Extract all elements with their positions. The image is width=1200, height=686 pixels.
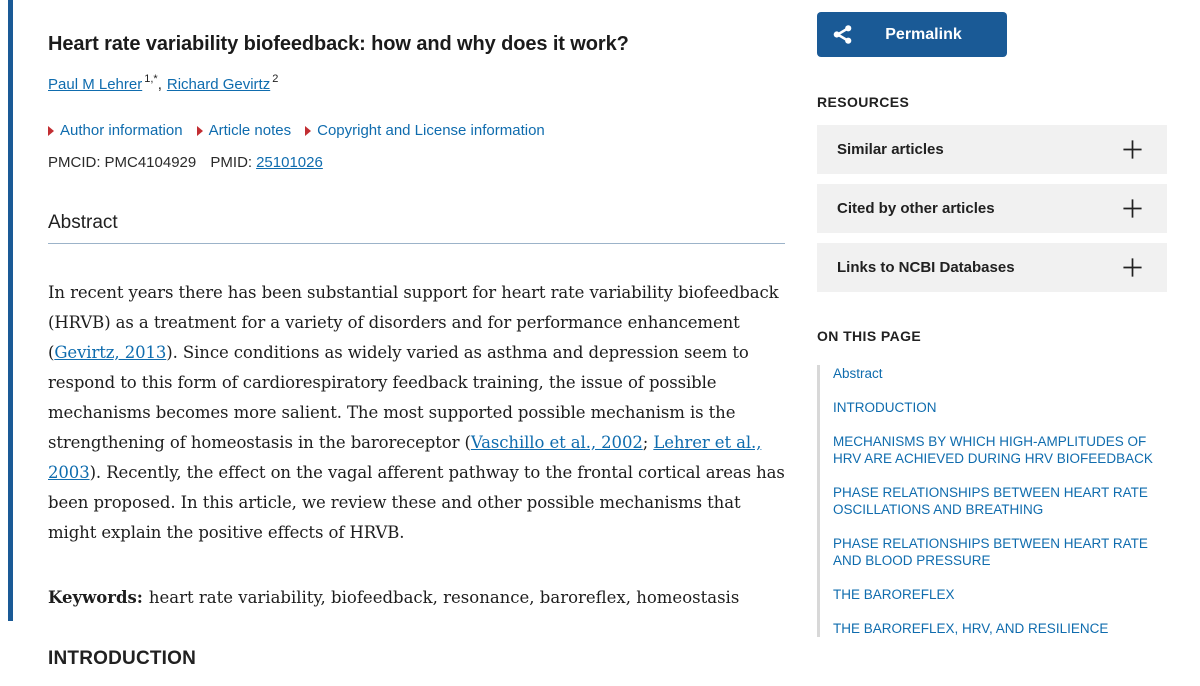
author-information-link[interactable] bbox=[48, 122, 183, 139]
citation-link-vaschillo-2002[interactable]: Vaschillo et al., 2002 bbox=[470, 433, 643, 452]
page-accent-bar bbox=[8, 0, 13, 621]
abstract-heading: Abstract bbox=[48, 212, 785, 244]
author-separator: , bbox=[157, 76, 162, 93]
author-affiliation-sup: 2 bbox=[272, 73, 279, 85]
permalink-button[interactable] bbox=[817, 12, 1007, 57]
abstract-text: ). Recently, the effect on the vagal afferent pathway to the frontal cortical areas has been proposed. In this article, we review these and other possible mechanisms that might explain the positive effects of HRVB. bbox=[48, 463, 785, 542]
on-this-page-toc bbox=[817, 365, 1167, 637]
share-icon bbox=[831, 23, 854, 46]
toc-link-mechanisms[interactable]: MECHANISMS BY WHICH HIGH-AMPLITUDES OF HRV ARE ACHIEVED DURING HRV BIOFEEDBACK bbox=[833, 434, 1153, 466]
toc-link-introduction[interactable]: INTRODUCTION bbox=[833, 400, 937, 415]
author-affiliation-sup: 1,* bbox=[144, 73, 158, 85]
abstract-text: In recent years there has been substantial support for heart rate variability biofeedback (HRVB) as a treatment for a variety of disorders and for performance enhancement ( bbox=[48, 283, 779, 362]
cited-by-accordion[interactable] bbox=[817, 184, 1167, 233]
plus-icon[interactable] bbox=[1122, 198, 1143, 219]
article-notes-label: Article notes bbox=[208, 122, 292, 139]
plus-icon[interactable] bbox=[1122, 257, 1143, 278]
keywords-label: Keywords: bbox=[48, 588, 143, 607]
author-information-label: Author information bbox=[60, 122, 183, 139]
abstract-text: ). Since conditions as widely varied as asthma and depression seem to respond to this form of cardiorespiratory feedback training, the issue of possible mechanisms becomes more salient. The most supported possible mechanism is the strengthening of homeostasis in the baroreceptor ( bbox=[48, 343, 749, 452]
article-meta-links bbox=[48, 122, 785, 139]
copyright-license-label: Copyright and License information bbox=[317, 122, 545, 139]
resources-accordion-group bbox=[817, 125, 1167, 292]
on-this-page-heading: ON THIS PAGE bbox=[817, 328, 922, 344]
citation-link-gevirtz-2013[interactable]: Gevirtz, 2013 bbox=[54, 343, 167, 362]
permalink-button-label: Permalink bbox=[885, 25, 962, 43]
toc-link-abstract[interactable]: Abstract bbox=[833, 366, 883, 381]
article-ids bbox=[48, 154, 785, 171]
similar-articles-label: Similar articles bbox=[837, 141, 944, 158]
author-list bbox=[48, 74, 785, 93]
article-main-column bbox=[48, 0, 785, 686]
cited-by-label: Cited by other articles bbox=[837, 200, 995, 217]
keywords-line bbox=[48, 584, 785, 612]
triangle-marker-icon bbox=[197, 126, 203, 136]
triangle-marker-icon bbox=[48, 126, 54, 136]
article-title: Heart rate variability biofeedback: how and why does it work? bbox=[48, 33, 629, 55]
abstract-text: ; bbox=[642, 433, 654, 452]
citation-link-lehrer-2003[interactable]: Lehrer et al., 2003 bbox=[48, 433, 762, 482]
introduction-heading: INTRODUCTION bbox=[48, 648, 197, 669]
article-sidebar bbox=[817, 0, 1167, 637]
author-link-richard-gevirtz[interactable]: Richard Gevirtz bbox=[166, 76, 271, 93]
keywords-text: heart rate variability, biofeedback, resonance, baroreflex, homeostasis bbox=[148, 588, 740, 607]
pmid-link[interactable]: 25101026 bbox=[256, 154, 323, 171]
ncbi-databases-label: Links to NCBI Databases bbox=[837, 259, 1015, 276]
author-link-paul-m-lehrer[interactable]: Paul M Lehrer bbox=[48, 76, 143, 93]
similar-articles-accordion[interactable] bbox=[817, 125, 1167, 174]
resources-heading: RESOURCES bbox=[817, 94, 910, 110]
toc-link-phase-blood-pressure[interactable]: PHASE RELATIONSHIPS BETWEEN HEART RATE AND BLOOD PRESSURE bbox=[833, 536, 1148, 568]
ncbi-databases-accordion[interactable] bbox=[817, 243, 1167, 292]
toc-link-phase-breathing[interactable]: PHASE RELATIONSHIPS BETWEEN HEART RATE OSCILLATIONS AND BREATHING bbox=[833, 485, 1148, 517]
pmcid-value: PMC4104929 bbox=[104, 154, 197, 171]
triangle-marker-icon bbox=[305, 126, 311, 136]
article-notes-link[interactable] bbox=[197, 122, 292, 139]
copyright-license-link[interactable] bbox=[305, 122, 545, 139]
abstract-paragraph bbox=[48, 278, 785, 548]
toc-link-baroreflex[interactable]: THE BAROREFLEX bbox=[833, 587, 955, 602]
plus-icon[interactable] bbox=[1122, 139, 1143, 160]
pmcid-label: PMCID: bbox=[48, 154, 101, 171]
pmid-label: PMID: bbox=[210, 154, 253, 171]
toc-link-baroreflex-resilience[interactable]: THE BAROREFLEX, HRV, AND RESILIENCE bbox=[833, 621, 1109, 636]
